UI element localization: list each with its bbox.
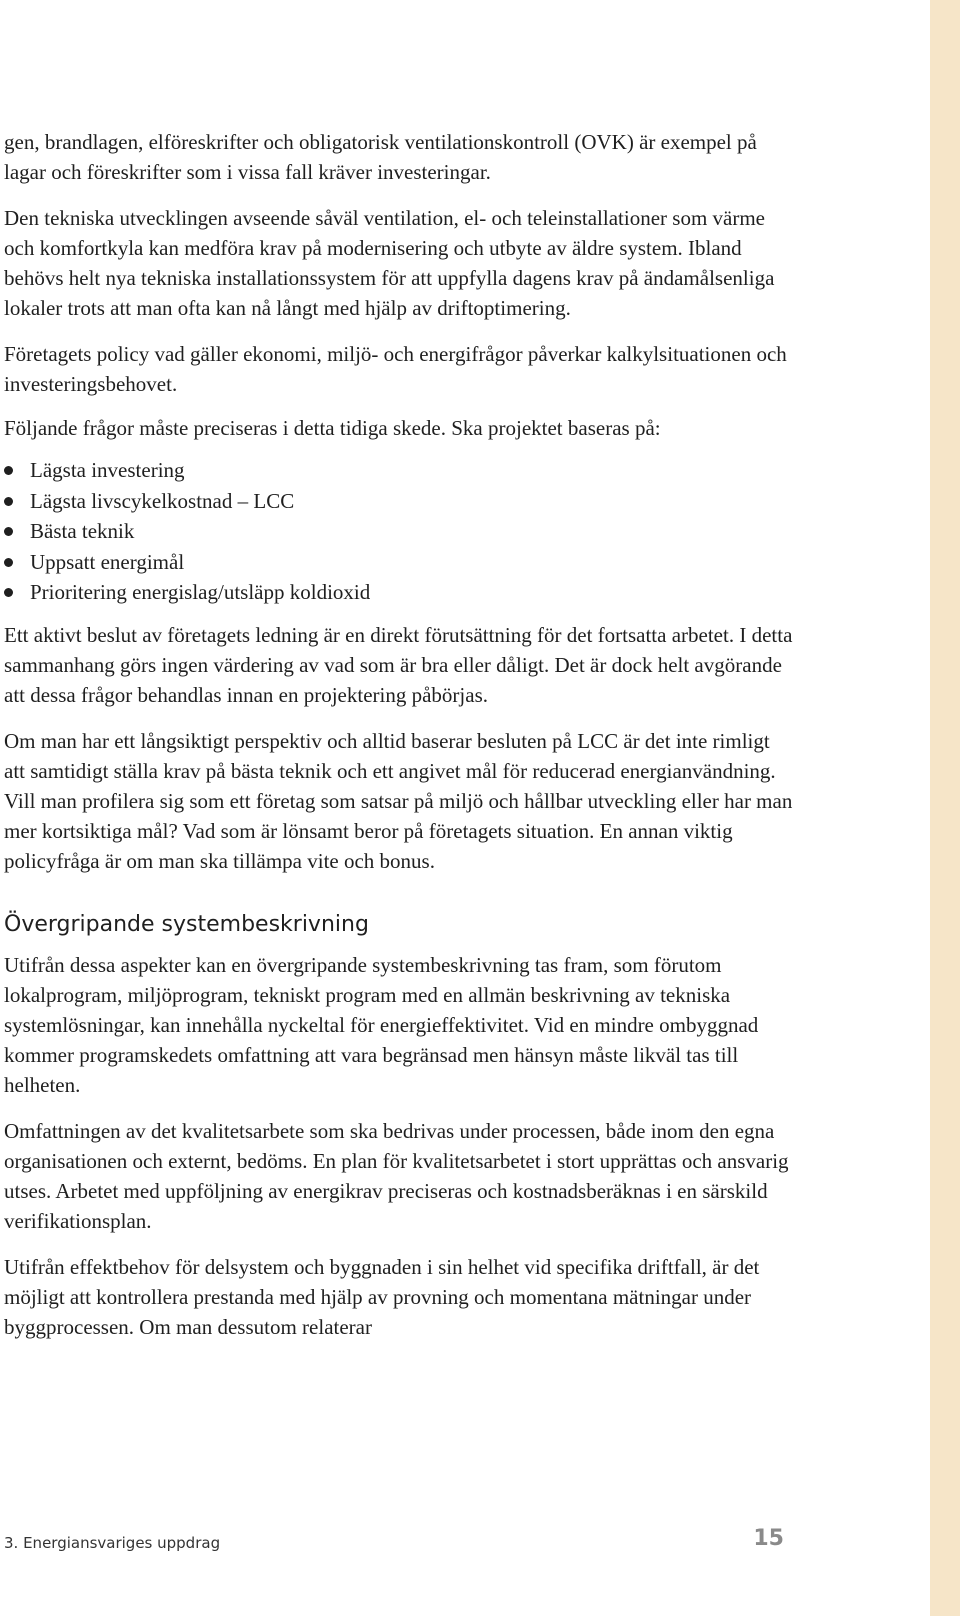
bullet-icon — [4, 497, 13, 506]
paragraph-4: Följande frågor måste preciseras i detta tidiga skede. Ska projektet baseras på: — [4, 416, 661, 440]
list-item: Lägsta investering — [4, 455, 794, 486]
list-item: Prioritering energislag/utsläpp koldioxid — [4, 577, 794, 608]
paragraph-7: Utifrån dessa aspekter kan en övergripande systembeskrivning tas fram, som förutom lokalprogram, miljöprogram, tekniskt program med en allmän beskrivning av tekniska systemlösningar, kan innehålla nyckeltal för energieffektivitet. Vid en mindre ombyggnad kommer programskedets omfattning att vara begränsad men hänsyn måste likväl tas till helheten. — [4, 952, 759, 1097]
paragraph-1: gen, brandlagen, elföreskrifter och obligatorisk ventilationskontroll (OVK) är exempel på lagar och föreskrifter som i vissa fall kräver investeringar. — [4, 130, 757, 184]
list-item: Uppsatt energimål — [4, 547, 794, 578]
bullet-icon — [4, 466, 13, 475]
section-heading: Övergripande systembeskrivning — [4, 911, 369, 937]
paragraph-6: Om man har ett långsiktigt perspektiv och alltid baserar besluten på LCC är det inte rimligt att samtidigt ställa krav på bästa teknik och ett angivet mål för reducerad energianvändning. Vill man profilera sig som ett företag som satsar på miljö och hållbar utveckling eller har man mer kortsiktiga mål? Vad som är lönsamt beror på företagets situation. En annan viktig policyfråga är om man ska tillämpa vite och bonus. — [4, 728, 793, 873]
paragraph-8: Omfattningen av det kvalitetsarbete som ska bedrivas under processen, både inom den egna organisationen och externt, bedöms. En plan för kvalitetsarbetet i stort upprättas och ansvarig utses. Arbetet med uppföljning av energikrav preciseras och kostnadsberäknas i en särskild verifikationsplan. — [4, 1118, 789, 1233]
footer-chapter-title: 3. Energiansvariges uppdrag — [4, 1534, 221, 1552]
bullet-icon — [4, 558, 13, 567]
paragraph-9: Utifrån effektbehov för delsystem och byggnaden i sin helhet vid specifika driftfall, är det möjligt att kontrollera prestanda med hjälp av provning och momentana mätningar under byggprocessen. Om man dessutom relaterar — [4, 1254, 760, 1339]
paragraph-3: Företagets policy vad gäller ekonomi, miljö- och energifrågor påverkar kalkylsituationen och investeringsbehovet. — [4, 342, 787, 396]
list-item: Bästa teknik — [4, 516, 794, 547]
paragraph-5: Ett aktivt beslut av företagets ledning är en direkt förutsättning för det fortsatta arbetet. I detta sammanhang görs ingen värdering av vad som är bra eller dåligt. Det är dock helt avgörande att dessa frågor behandlas innan en projektering påbörjas. — [4, 622, 793, 707]
bullet-icon — [4, 588, 13, 597]
paragraph-2: Den tekniska utvecklingen avseende såväl ventilation, el- och teleinstallationer som värme och komfortkyla kan medföra krav på modernisering och utbyte av äldre system. Ibland behövs helt nya tekniska installationssystem för att uppfylla dagens krav på ändamålsenliga lokaler trots att man ofta kan nå långt med hjälp av driftoptimering. — [4, 206, 775, 320]
list-item: Lägsta livscykelkostnad – LCC — [4, 486, 794, 517]
page-edge-band — [930, 0, 960, 1616]
page-number: 15 — [753, 1526, 784, 1551]
bullet-icon — [4, 527, 13, 536]
bullet-list — [4, 455, 794, 608]
page-body — [4, 127, 794, 1342]
